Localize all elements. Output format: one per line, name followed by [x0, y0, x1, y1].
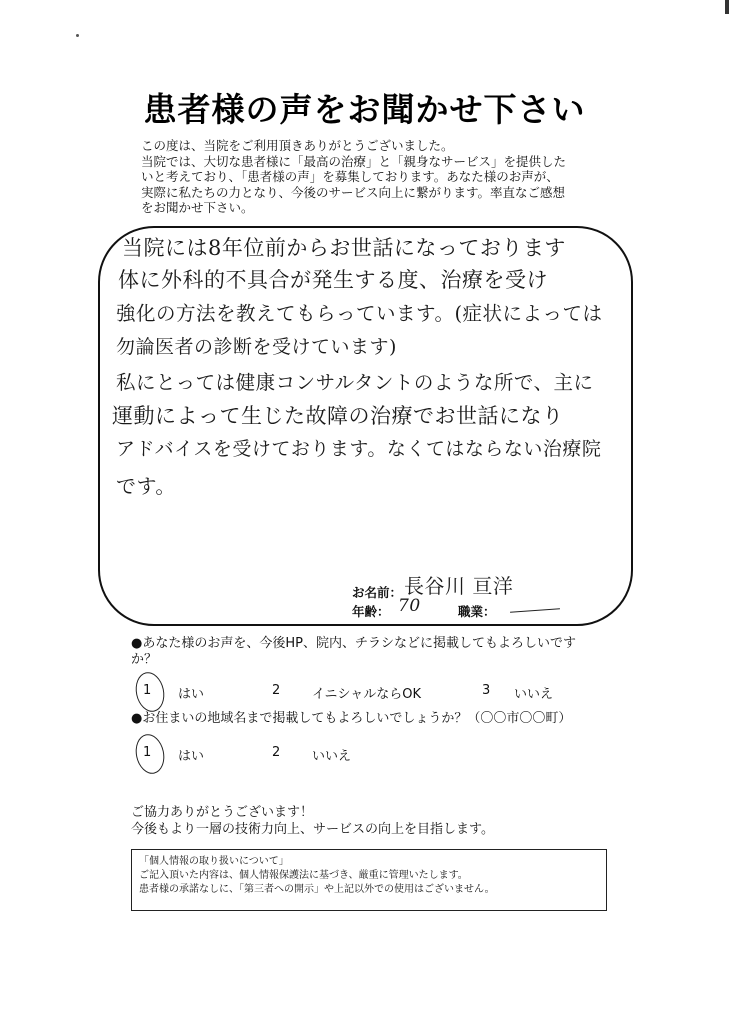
privacy-line: 「個人情報の取り扱いについて」: [139, 856, 289, 867]
handwritten-line: 強化の方法を教えてもらっています。(症状によっては: [116, 302, 603, 325]
q1-option-2-label[interactable]: イニシャルならOK: [312, 687, 421, 702]
handwritten-line: 勿論医者の診断を受けています): [116, 336, 397, 358]
intro-line: 実際に私たちの力となり、今後のサービス向上に繋がります。率直なご感想: [141, 184, 566, 200]
q1-option-3-number[interactable]: 3: [482, 683, 491, 698]
q1-option-1-label[interactable]: はい: [178, 687, 205, 702]
handwritten-line: アドバイスを受けております。なくてはならない治療院: [116, 438, 602, 460]
q1-option-1-number[interactable]: 1: [143, 683, 152, 698]
q1-option-2-number[interactable]: 2: [272, 683, 281, 698]
question-1-line: ●あなた様のお声を、今後HP、院内、チラシなどに掲載してもよろしいです: [131, 636, 576, 651]
scan-speck: [76, 34, 79, 37]
name-value: 長谷川 亘洋: [404, 574, 514, 598]
intro-line: この度は、当院をご利用頂きありがとうございました。: [141, 138, 454, 153]
handwritten-line: 運動によって生じた故障の治療でお世話になり: [112, 404, 564, 428]
privacy-line: 患者様の承諾なしに、「第三者への開示」や上記以外での使用はございません。: [139, 884, 495, 895]
intro-text: [141, 138, 611, 216]
page-title: 患者様の声をお聞かせ下さい: [143, 90, 586, 129]
scan-edge-mark: [725, 0, 729, 14]
intro-line: 当院では、大切な患者様に「最高の治療」と「親身なサービス」を提供した: [141, 153, 567, 169]
age-value: 70: [398, 596, 421, 616]
privacy-notice-box: [131, 849, 607, 911]
handwritten-line: 私にとっては健康コンサルタントのような所で、主に: [116, 371, 594, 394]
age-label: 年齢：: [352, 604, 390, 619]
privacy-line: ご記入頂いた内容は、個人情報保護法に基づき、厳重に管理いたします。: [139, 870, 468, 881]
question-1: [131, 636, 576, 668]
q2-option-1-number[interactable]: 1: [143, 745, 152, 760]
question-2: ●お住まいの地域名まで掲載してもよろしいでしょうか？（〇〇市〇〇町）: [131, 711, 572, 726]
handwritten-line: 体に外科的不具合が発生する度、治療を受け: [118, 268, 548, 292]
q2-option-2-number[interactable]: 2: [272, 745, 281, 760]
q2-option-1-label[interactable]: はい: [178, 749, 205, 764]
question-1-line: か？: [131, 652, 158, 667]
handwritten-line: です。: [116, 474, 176, 498]
q2-option-2-label[interactable]: いいえ: [312, 749, 352, 764]
intro-line: をお聞かせ下さい。: [141, 200, 254, 216]
intro-line: いと考えており、「患者様の声」を募集しております。あなた様のお声が、: [141, 169, 559, 185]
q1-option-3-label[interactable]: いいえ: [514, 687, 554, 702]
thanks-line: 今後もより一層の技術力向上、サービスの向上を目指します。: [131, 822, 494, 837]
thanks-line: ご協力ありがとうございます！: [131, 805, 314, 820]
name-label: お名前：: [352, 585, 403, 600]
job-label: 職業：: [458, 604, 496, 619]
handwritten-line: 当院には8年位前からお世話になっております: [122, 236, 566, 260]
